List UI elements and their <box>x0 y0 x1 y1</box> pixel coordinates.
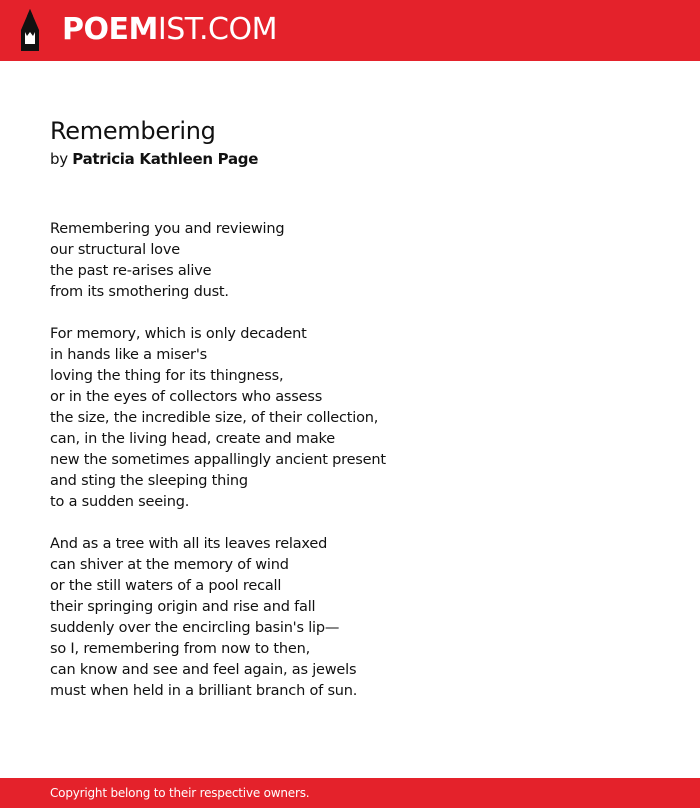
poem-line: to a sudden seeing. <box>50 494 190 510</box>
poem-line: their springing origin and rise and fall <box>50 599 316 615</box>
site-header <box>0 0 700 61</box>
pencil-logo-icon[interactable] <box>18 9 42 51</box>
poem-line: suddenly over the encircling basin's lip— <box>50 620 340 636</box>
poem-line: For memory, which is only decadent <box>50 326 307 342</box>
poem-line: must when held in a brilliant branch of sun. <box>50 683 358 699</box>
poem-line: the past re-arises alive <box>50 263 212 279</box>
logo-bold-text: POEM <box>62 12 158 47</box>
poem-title: Remembering <box>50 117 216 145</box>
poem-line: in hands like a miser's <box>50 347 207 363</box>
site-footer <box>0 778 700 808</box>
copyright-text: Copyright belong to their respective owners. <box>50 786 310 800</box>
poem-line: or the still waters of a pool recall <box>50 578 282 594</box>
poem-line: Remembering you and reviewing <box>50 221 285 237</box>
poem-line: can know and see and feel again, as jewels <box>50 662 357 678</box>
logo-light-text: IST.COM <box>157 12 277 47</box>
poem-line: And as a tree with all its leaves relaxed <box>50 536 328 552</box>
author-name: Patricia Kathleen Page <box>72 150 259 168</box>
poem-line: the size, the incredible size, of their collection, <box>50 410 379 426</box>
stanza-3 <box>50 534 670 702</box>
poem-line: our structural love <box>50 242 180 258</box>
poem-line: loving the thing for its thingness, <box>50 368 284 384</box>
poem-line: can, in the living head, create and make <box>50 431 335 447</box>
poem-line: can shiver at the memory of wind <box>50 557 289 573</box>
poem-body <box>50 219 670 723</box>
stanza-2 <box>50 324 670 513</box>
byline <box>50 149 258 169</box>
by-label: by <box>50 150 68 168</box>
poem-line: or in the eyes of collectors who assess <box>50 389 323 405</box>
poem-line: from its smothering dust. <box>50 284 229 300</box>
poem-line: and sting the sleeping thing <box>50 473 248 489</box>
poem-line: so I, remembering from now to then, <box>50 641 311 657</box>
stanza-1 <box>50 219 670 303</box>
site-logo[interactable] <box>62 12 277 48</box>
poem-line: new the sometimes appallingly ancient present <box>50 452 386 468</box>
